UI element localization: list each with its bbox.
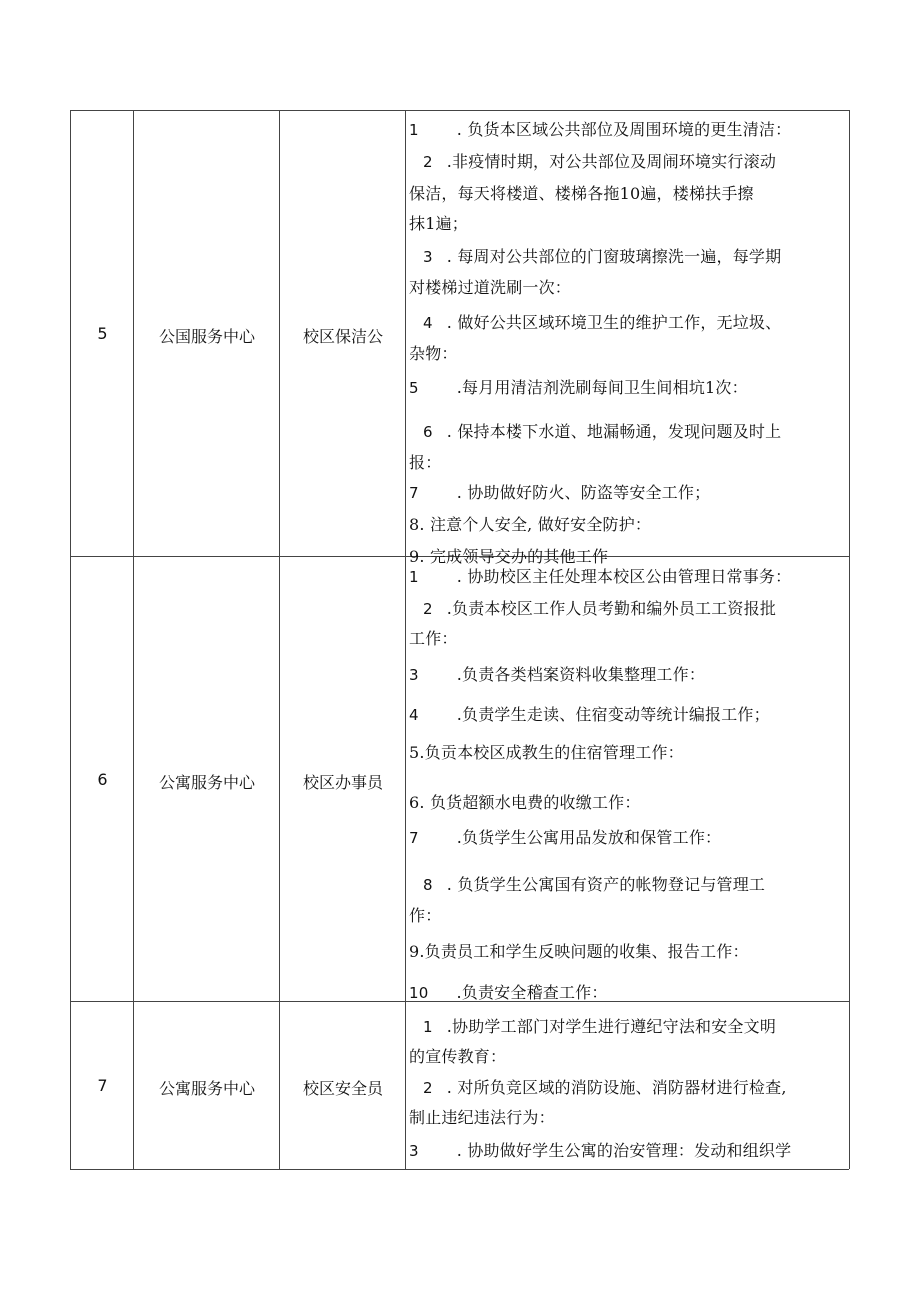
duty-line: 3 . 每周对公共部位的门窗玻璃擦洗一遍，每学期 (423, 247, 782, 266)
duty-line: 2 .负责本校区工作人员考勤和编外员工工资报批 (423, 599, 777, 618)
duty-line: 5 .每月用清洁剂洗刷每间卫生间相坑1次： (409, 378, 748, 397)
duty-line: 6 . 保持本楼下水道、地漏畅通，发现问题及时上 (423, 422, 782, 441)
duty-line: 杂物： (409, 344, 458, 363)
position-name: 校区保洁公 (302, 327, 383, 346)
department-cell (133, 110, 280, 556)
department-name: 公寓服务中心 (158, 773, 255, 792)
duty-line: 1 . 协助校区主任处理本校区公由管理日常事务： (409, 567, 792, 586)
position-cell (279, 1001, 406, 1169)
position-cell (279, 556, 406, 1001)
position-name: 校区安全员 (302, 1079, 383, 1098)
duty-line: 4 . 做好公共区域环境卫生的维护工作，无垃圾、 (423, 313, 782, 332)
duty-line: 7 . 协助做好防火、防盗等安全工作； (409, 483, 711, 502)
duty-line: 1 .协助学工部门对学生进行遵纪守法和安全文明 (423, 1017, 777, 1036)
duty-line: 对楼梯过道洗刷一次： (409, 278, 572, 297)
department-name: 公寓服务中心 (158, 1079, 255, 1098)
number-cell (70, 1001, 134, 1169)
row-number: 7 (97, 1076, 108, 1095)
table-row (70, 1001, 849, 1169)
row-number: 5 (97, 324, 108, 343)
duty-line: 1 . 负货本区域公共部位及周围环境的更生清洁： (409, 120, 792, 139)
duty-line: 2 .非疫情时期，对公共部位及周闹环境实行滚动 (423, 152, 777, 171)
duty-line-clipped: 9. 完成领导交办的其他工作 (409, 547, 609, 566)
position-cell (279, 110, 406, 556)
duty-line: 9.负责员工和学生反映问题的收集、报告工作： (409, 942, 749, 961)
duty-line: 5.负贡本校区成教生的住宿管理工作： (409, 743, 684, 762)
duty-line: 6. 负货超额水电费的收缴工作： (409, 793, 641, 812)
duty-line: 3 . 协助做好学生公寓的治安管理：发动和组织学 (409, 1141, 792, 1160)
table-bottom-border (70, 1169, 849, 1170)
department-cell (133, 556, 280, 1001)
number-cell (70, 110, 134, 556)
duty-line: 制止违纪违法行为： (409, 1108, 555, 1127)
duty-line: 8. 注意个人安全, 做好安全防护： (409, 515, 652, 534)
duty-line: 3 .负责各类档案资料收集整理工作： (409, 665, 706, 684)
duty-line: 抹1遍； (409, 214, 468, 233)
number-cell (70, 556, 134, 1001)
department-cell (133, 1001, 280, 1169)
duties-cell (405, 110, 850, 566)
duty-line: 作： (409, 906, 442, 925)
duty-line: 7 .负货学生公寓用品发放和保管工作： (409, 828, 722, 847)
table-row (70, 556, 849, 1001)
position-name: 校区办事员 (302, 773, 383, 792)
duty-line: 保洁，每天将楼道、楼梯各拖10遍，楼梯扶手擦 (409, 184, 754, 203)
row-number: 6 (97, 770, 108, 789)
duty-line: 4 .负责学生走读、住宿变动等统计编报工作； (409, 705, 770, 724)
duty-line: 10 .负责安全稽查工作： (409, 983, 608, 1002)
duty-line: 2 . 对所负竞区域的消防设施、消防器材进行检查, (423, 1078, 787, 1097)
duty-line: 的宣传教育： (409, 1047, 507, 1066)
department-name: 公国服务中心 (158, 327, 255, 346)
duties-cell (405, 1001, 850, 1169)
duties-cell (405, 556, 850, 1001)
duty-line: 报： (409, 453, 442, 472)
duty-line: 工作： (409, 629, 458, 648)
duty-line: 8 . 负货学生公寓国有资产的帐物登记与管理工 (423, 875, 766, 894)
table-row (70, 110, 849, 566)
